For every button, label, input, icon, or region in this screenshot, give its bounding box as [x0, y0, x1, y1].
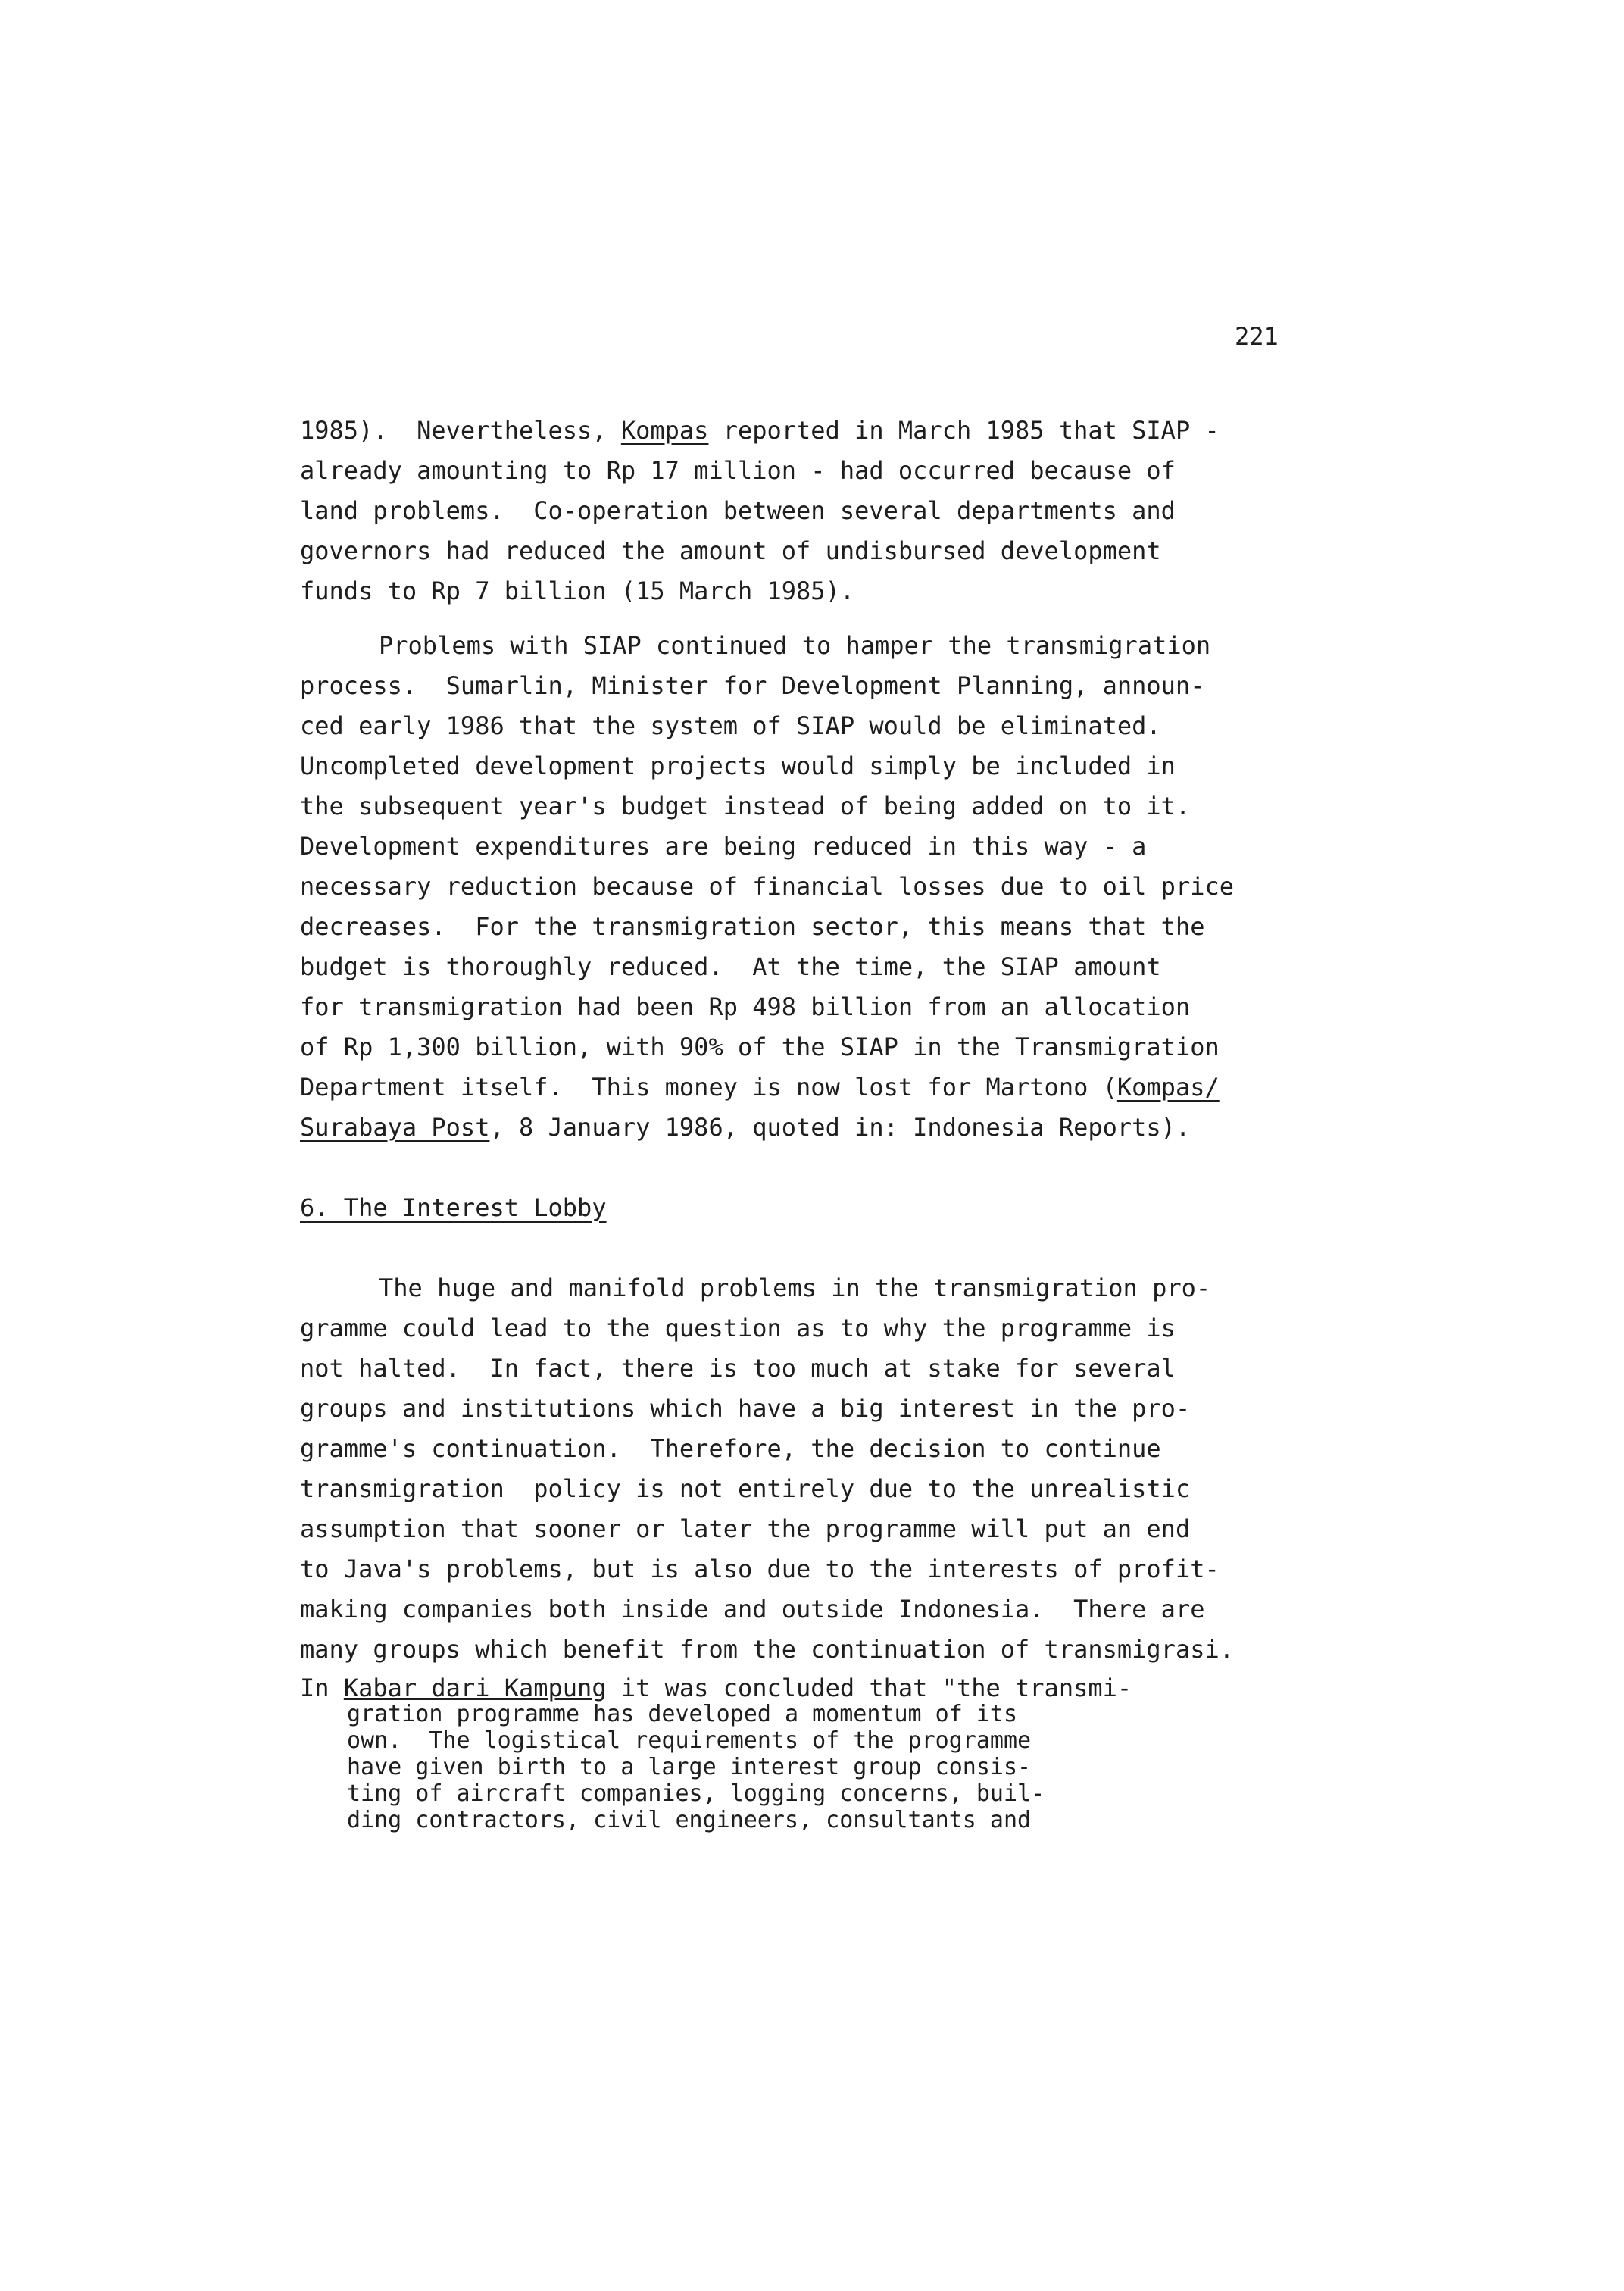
text-line: Problems with SIAP continued to hamper the transmigration	[379, 631, 1211, 660]
publication-name: Kompas	[620, 416, 709, 445]
text-line: of Rp 1,300 billion, with 90% of the SIAP in the Transmigration	[300, 1033, 1220, 1061]
text-line: funds to Rp 7 billion (15 March 1985).	[300, 577, 855, 605]
publication-name: Surabaya Post	[300, 1113, 490, 1142]
text-line: 1985). Nevertheless, Kompas reported in March 1985 that SIAP -	[300, 416, 1220, 445]
text-line: to Java's problems, but is also due to the interests of profit-	[300, 1555, 1220, 1583]
text-line: already amounting to Rp 17 million - had occurred because of	[300, 456, 1176, 485]
text-line: Uncompleted development projects would simply be included in	[300, 752, 1176, 780]
page-number: 221	[1235, 322, 1279, 351]
section-heading: 6. The Interest Lobby	[300, 1193, 607, 1222]
text-line: land problems. Co-operation between several departments and	[300, 496, 1176, 525]
text-line: process. Sumarlin, Minister for Development Planning, announ-	[300, 671, 1205, 700]
text-line: many groups which benefit from the continuation of transmigrasi.	[300, 1635, 1234, 1664]
text-line: gramme's continuation. Therefore, the decision to continue	[300, 1434, 1161, 1463]
text-line: transmigration policy is not entirely due to the unrealistic	[300, 1474, 1191, 1503]
quote-line: own. The logistical requirements of the programme	[347, 1727, 1032, 1754]
text-line: budget is thoroughly reduced. At the time, the SIAP amount	[300, 952, 1161, 981]
text-line: making companies both inside and outside Indonesia. There are	[300, 1595, 1205, 1624]
quote-line: ding contractors, civil engineers, consultants and	[347, 1807, 1032, 1833]
text-line: Department itself. This money is now lost for Martono (Kompas/	[300, 1073, 1220, 1102]
publication-name: Kompas/	[1116, 1073, 1220, 1102]
text-line: assumption that sooner or later the programme will put an end	[300, 1514, 1191, 1543]
quote-line: have given birth to a large interest group consis-	[347, 1754, 1032, 1780]
text-line: The huge and manifold problems in the transmigration pro-	[379, 1274, 1211, 1302]
text-line: Surabaya Post, 8 January 1986, quoted in: Indonesia Reports).	[300, 1113, 1191, 1142]
publication-name: Kabar dari Kampung	[343, 1674, 607, 1702]
text-line: necessary reduction because of financial losses due to oil price	[300, 872, 1234, 901]
quote-line: ting of aircraft companies, logging concerns, buil-	[347, 1780, 1045, 1807]
quote-line: gration programme has developed a momentum of its	[347, 1701, 1018, 1727]
text-line: gramme could lead to the question as to why the programme is	[300, 1314, 1176, 1342]
text-line: the subsequent year's budget instead of being added on to it.	[300, 792, 1191, 820]
text-line: Development expenditures are being reduced in this way - a	[300, 832, 1147, 861]
text-line: groups and institutions which have a big interest in the pro-	[300, 1394, 1191, 1423]
text-line: decreases. For the transmigration sector, this means that the	[300, 912, 1205, 941]
text-line: for transmigration had been Rp 498 billion from an allocation	[300, 992, 1191, 1021]
quote-line: In Kabar dari Kampung it was concluded that "the transmi-	[300, 1674, 1132, 1702]
text-line: not halted. In fact, there is too much at stake for several	[300, 1354, 1176, 1383]
text-line: ced early 1986 that the system of SIAP would be eliminated.	[300, 711, 1161, 740]
text-line: governors had reduced the amount of undisbursed development	[300, 536, 1161, 565]
